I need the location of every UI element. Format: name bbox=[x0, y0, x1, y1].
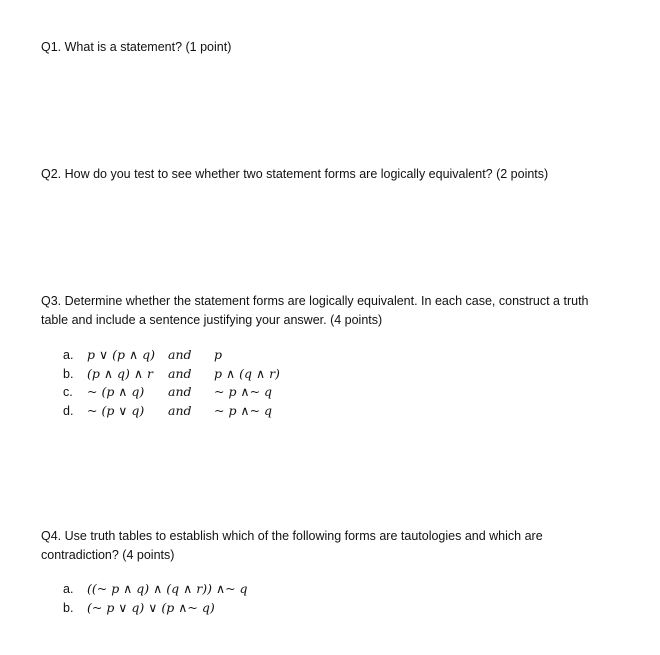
left-expression: (p ∧ q) ∧ r bbox=[87, 365, 153, 381]
question-1: Q1. What is a statement? (1 point) bbox=[41, 40, 232, 54]
expression: (~ p ∨ q) ∨ (p ∧~ q) bbox=[87, 599, 215, 615]
left-expression: ~ (p ∧ q) bbox=[87, 384, 145, 400]
item-label: c. bbox=[63, 385, 73, 400]
item-label: a. bbox=[63, 582, 74, 596]
expression: ((~ p ∧ q) ∧ (q ∧ r)) ∧~ q bbox=[87, 581, 248, 596]
question-2: Q2. How do you test to see whether two statement forms are logically equivalent? (2 points) bbox=[41, 167, 549, 181]
question-4: Q4. Use truth tables to establish which of the following forms are tautologies and which are contradiction? (4 points) bbox=[41, 529, 543, 562]
question-3: Q3. Determine whether the statement forms are logically equivalent. In each case, construct a truth table and include a sentence justifying your answer. (4 points) bbox=[41, 294, 589, 327]
right-expression: p ∧ (q ∧ r) bbox=[214, 365, 280, 381]
connector: and bbox=[168, 365, 192, 381]
left-expression: p ∨ (p ∧ q) bbox=[87, 347, 155, 362]
item-label: d. bbox=[63, 404, 74, 419]
connector: and bbox=[168, 403, 192, 419]
right-expression: ~ p ∧~ q bbox=[214, 384, 273, 400]
connector: and bbox=[168, 384, 192, 400]
left-expression: ~ (p ∨ q) bbox=[87, 403, 145, 419]
right-expression: p bbox=[214, 347, 223, 362]
item-label: b. bbox=[63, 366, 74, 381]
right-expression: ~ p ∧~ q bbox=[214, 403, 273, 419]
connector: and bbox=[168, 347, 192, 362]
item-label: b. bbox=[63, 600, 74, 615]
item-label: a. bbox=[63, 348, 74, 362]
